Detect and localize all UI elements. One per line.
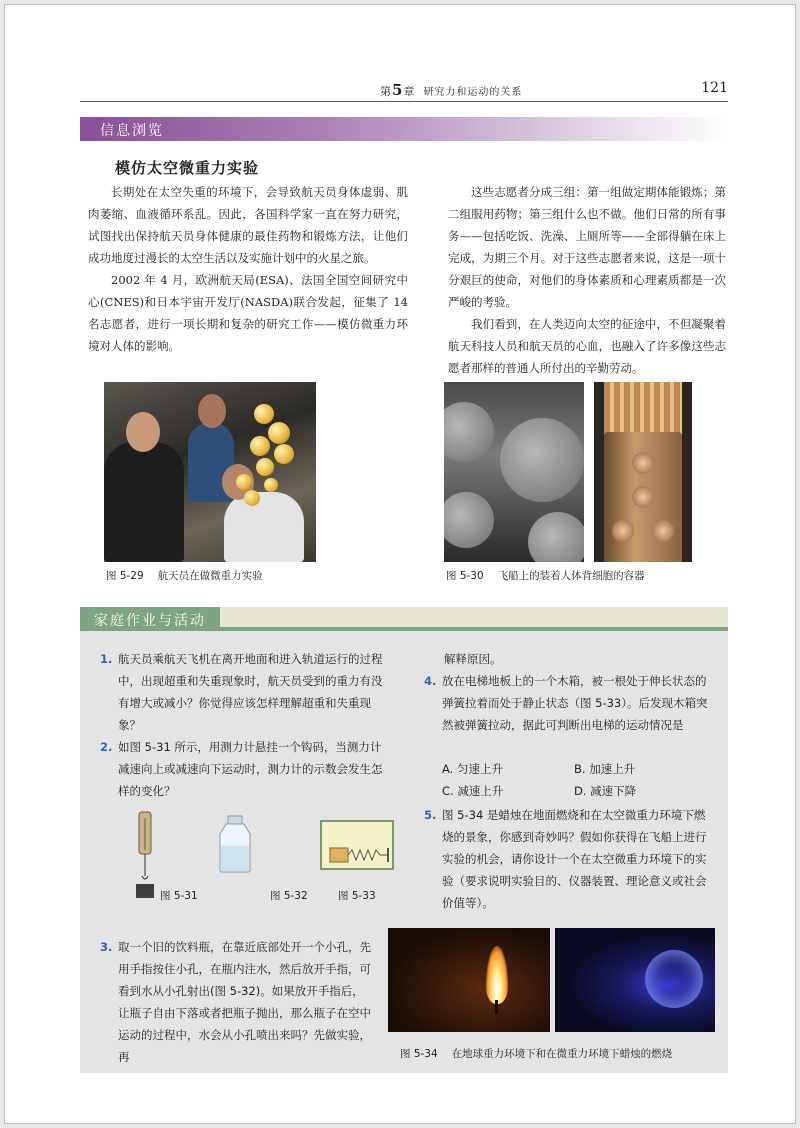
box-spring-figure: [320, 820, 394, 870]
chapter-prefix: 第: [380, 85, 392, 98]
homework-banner: [80, 607, 728, 631]
astronauts-photo: [104, 382, 316, 562]
paragraph: 2002 年 4 月，欧洲航天局(ESA)、法国全国空间研究中心(CNES)和日本宇宙开发厅(NASDA)联合发起，征集了 14 名志愿者，进行一项长期和复杂的研究工作——模仿微重力环境对人体的影响。: [88, 273, 408, 353]
chapter-heading: [380, 81, 522, 99]
question-text: 如图 5-31 所示，用测力计悬挂一个钩码，当测力计减速向上或减速向下运动时，测力计的示数会发生怎样的变化？: [118, 740, 383, 798]
containers-photo-left: [444, 382, 584, 562]
figure-text: 飞船上的装着人体背细胞的容器: [497, 570, 645, 582]
page-number: 121: [701, 80, 728, 96]
candle-earth-photo: [388, 928, 550, 1032]
figure-number: 图 5-30: [446, 570, 484, 582]
bottle-figure: [210, 814, 260, 874]
question-text: 航天员乘航天飞机在离开地面和进入轨道运行的过程中，出现超重和失重现象时，航天员受到的重力有没有增大或减小？你觉得应该怎样理解超重和失重现象？: [118, 652, 383, 732]
paragraph: 这些志愿者分成三组：第一组做定期体能锻炼；第二组服用药物；第三组什么也不做。他们日常的所有事务——包括吃饭、洗澡、上厕所等——全部得躺在床上完成，为期三个月。对于这些志愿者来说，这是一项十分艰巨的使命，对他们的身体素质和心理素质都是一次严峻的考验。: [448, 185, 726, 309]
spring-scale-figure: [128, 810, 162, 900]
page-header: [80, 78, 728, 102]
info-browse-label: 信息浏览: [100, 123, 164, 139]
question-1: [100, 648, 388, 736]
question-2: [100, 736, 388, 802]
candle-microgravity-photo: [555, 928, 715, 1032]
question-text: 图 5-34 是蜡烛在地面燃烧和在太空微重力环境下燃烧的景象，你感到奇妙吗？假如你获得在飞船上进行实验的机会，请你设计一个在太空微重力环境下的实验（要求说明实验目的、仪器装置、理论意义或社会价值等）。: [442, 808, 707, 910]
article-left-column: [88, 181, 408, 357]
figure-5-30-caption: [446, 568, 645, 583]
figure-text: 航天员在做微重力实验: [157, 570, 263, 582]
option-d: D. 减速下降: [574, 784, 637, 798]
question-number: 3.: [100, 940, 113, 954]
figure-5-29-caption: [106, 568, 263, 583]
chapter-number: 5: [392, 81, 404, 99]
info-browse-banner: [80, 117, 728, 141]
figure-5-31-label: 图 5-31: [160, 890, 198, 902]
option-a: A. 匀速上升: [442, 762, 503, 776]
question-number: 1.: [100, 652, 113, 666]
figure-5-34-caption: [400, 1046, 672, 1061]
homework-label: 家庭作业与活动: [94, 613, 206, 629]
question-5: [424, 804, 712, 914]
article-title: 模仿太空微重力实验: [115, 159, 260, 177]
figure-5-32-label: 图 5-32: [270, 890, 308, 902]
containers-photo-right: [594, 382, 692, 562]
option-c: C. 减速上升: [442, 784, 504, 798]
paragraph: 长期处在太空失重的环境下，会导致航天员身体虚弱、肌肉萎缩、血液循环系乱。因此，各国科学家一直在努力研究，试图找出保持航天员身体健康的最佳药物和锻炼方法，让他们成功地度过漫长的太空生活以及实施计划中的火星之旅。: [88, 185, 408, 265]
question-number: 2.: [100, 740, 113, 754]
paragraph: 我们看到，在人类迈向太空的征途中，不但凝聚着航天科技人员和航天员的心血，也融入了许多像这些志愿者那样的普通人所付出的辛勤劳动。: [448, 317, 726, 375]
question-text: 取一个旧的饮料瓶，在靠近底部处开一个小孔，先用手指按住小孔，在瓶内注水，然后放开手指，可看到水从小孔射出(图 5-32)。如果放开手指后，让瓶子自由下落或者把瓶子抛出，那么瓶子在空中运动的过程中，水会从小孔喷出来吗？先做实验，再: [118, 940, 371, 1064]
question-3: [100, 936, 372, 1068]
figure-text: 在地球重力环境下和在微重力环境下蜡烛的燃烧: [451, 1048, 673, 1060]
question-text: 放在电梯地板上的一个木箱，被一根处于伸长状态的弹簧拉着而处于静止状态（图 5-33）。后发现木箱突然被弹簧拉动，据此可判断出电梯的运动情况是: [442, 674, 708, 732]
question-number: 4.: [424, 674, 437, 688]
question-3-continuation: [444, 648, 724, 670]
question-number: 5.: [424, 808, 437, 822]
chapter-title: 研究力和运动的关系: [423, 87, 523, 98]
option-b: B. 加速上升: [574, 762, 636, 776]
chapter-suffix: 章: [403, 85, 416, 98]
question-text: 解释原因。: [444, 652, 502, 666]
article-right-column: [448, 181, 726, 379]
figure-number: 图 5-29: [106, 570, 144, 582]
question-4: [424, 670, 712, 736]
figure-number: 图 5-34: [400, 1048, 438, 1060]
figure-5-33-label: 图 5-33: [338, 890, 376, 902]
